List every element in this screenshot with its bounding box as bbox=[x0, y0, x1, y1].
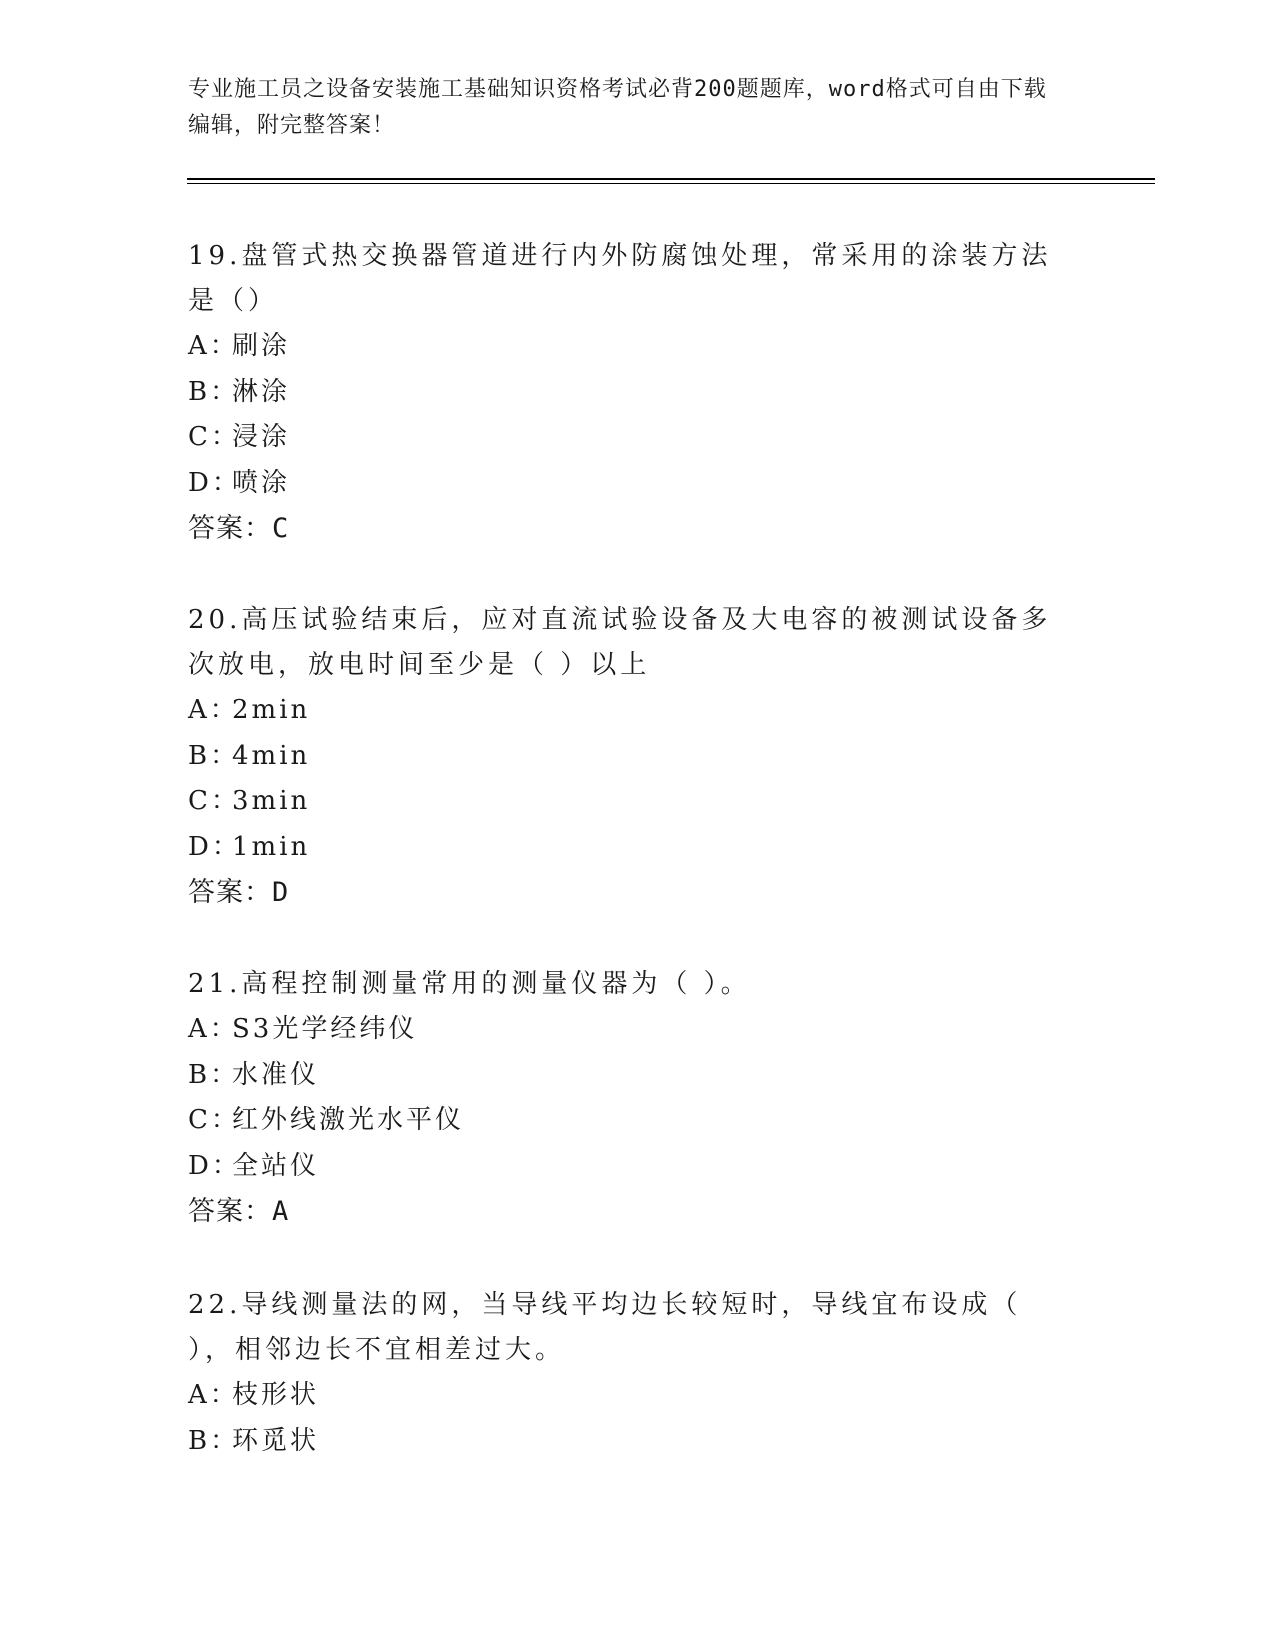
option-a bbox=[188, 1373, 1068, 1419]
option-text: 浸涂 bbox=[232, 422, 291, 452]
option-d bbox=[188, 825, 1068, 871]
question-stem: 19.盘管式热交换器管道进行内外防腐蚀处理，常采用的涂装方法是（） bbox=[188, 241, 1052, 316]
question-19 bbox=[188, 234, 1068, 551]
answer-label: 答案： bbox=[188, 877, 272, 908]
option-text: 4min bbox=[232, 740, 311, 771]
question-22 bbox=[188, 1283, 1068, 1464]
option-key: B： bbox=[188, 740, 240, 771]
answer-label: 答案： bbox=[188, 1196, 272, 1227]
option-text: 喷涂 bbox=[232, 467, 291, 498]
option-text: 全站仪 bbox=[232, 1150, 320, 1181]
question-21 bbox=[188, 962, 1068, 1234]
option-a bbox=[188, 1007, 1068, 1053]
option-b bbox=[188, 734, 1068, 780]
answer-value: D bbox=[272, 877, 290, 908]
option-text: 3min bbox=[232, 786, 311, 816]
option-b bbox=[188, 370, 1068, 416]
option-key: A： bbox=[188, 331, 239, 361]
option-text: 红外线激光水平仪 bbox=[232, 1105, 465, 1135]
answer-label: 答案： bbox=[188, 513, 272, 544]
option-b bbox=[188, 1419, 1068, 1465]
header-divider bbox=[187, 178, 1155, 180]
option-text: S3光学经纬仪 bbox=[232, 1014, 418, 1044]
answer-line bbox=[188, 506, 1068, 551]
option-a bbox=[188, 324, 1068, 370]
question-stem: 21.高程控制测量常用的测量仪器为（ ）。 bbox=[188, 969, 751, 999]
option-key: A： bbox=[188, 1380, 239, 1410]
option-key: B： bbox=[188, 1059, 240, 1090]
option-text: 水准仪 bbox=[232, 1059, 320, 1090]
header-divider-thin bbox=[187, 183, 1155, 184]
answer-line bbox=[188, 1189, 1068, 1234]
option-key: C： bbox=[188, 1105, 240, 1135]
option-text: 环觅状 bbox=[232, 1425, 320, 1456]
question-20 bbox=[188, 598, 1068, 915]
option-key: C： bbox=[188, 422, 240, 452]
option-key: B： bbox=[188, 376, 240, 407]
option-key: D： bbox=[188, 831, 241, 862]
option-key: D： bbox=[188, 1150, 241, 1181]
option-text: 2min bbox=[232, 695, 311, 725]
answer-value: A bbox=[272, 1196, 290, 1227]
option-text: 刷涂 bbox=[232, 331, 291, 361]
option-a bbox=[188, 688, 1068, 734]
option-c bbox=[188, 1098, 1068, 1144]
option-text: 1min bbox=[232, 831, 311, 862]
option-key: B： bbox=[188, 1425, 240, 1456]
answer-value: C bbox=[272, 513, 290, 544]
option-key: A： bbox=[188, 695, 239, 725]
option-b bbox=[188, 1053, 1068, 1099]
option-text: 淋涂 bbox=[232, 376, 291, 407]
option-d bbox=[188, 1144, 1068, 1190]
question-stem: 22.导线测量法的网，当导线平均边长较短时，导线宜布设成（ ），相邻边长不宜相差过大。 bbox=[188, 1290, 1022, 1365]
option-d bbox=[188, 461, 1068, 507]
option-key: A： bbox=[188, 1014, 239, 1044]
option-key: C： bbox=[188, 786, 240, 816]
option-text: 枝形状 bbox=[232, 1380, 320, 1410]
option-c bbox=[188, 415, 1068, 461]
document-header: 专业施工员之设备安装施工基础知识资格考试必背200题题库，word格式可自由下载编辑，附完整答案！ bbox=[188, 77, 1047, 138]
option-key: D： bbox=[188, 467, 241, 498]
question-stem: 20.高压试验结束后，应对直流试验设备及大电容的被测试设备多次放电，放电时间至少是（ ）以上 bbox=[188, 605, 1052, 680]
answer-line bbox=[188, 870, 1068, 915]
option-c bbox=[188, 779, 1068, 825]
